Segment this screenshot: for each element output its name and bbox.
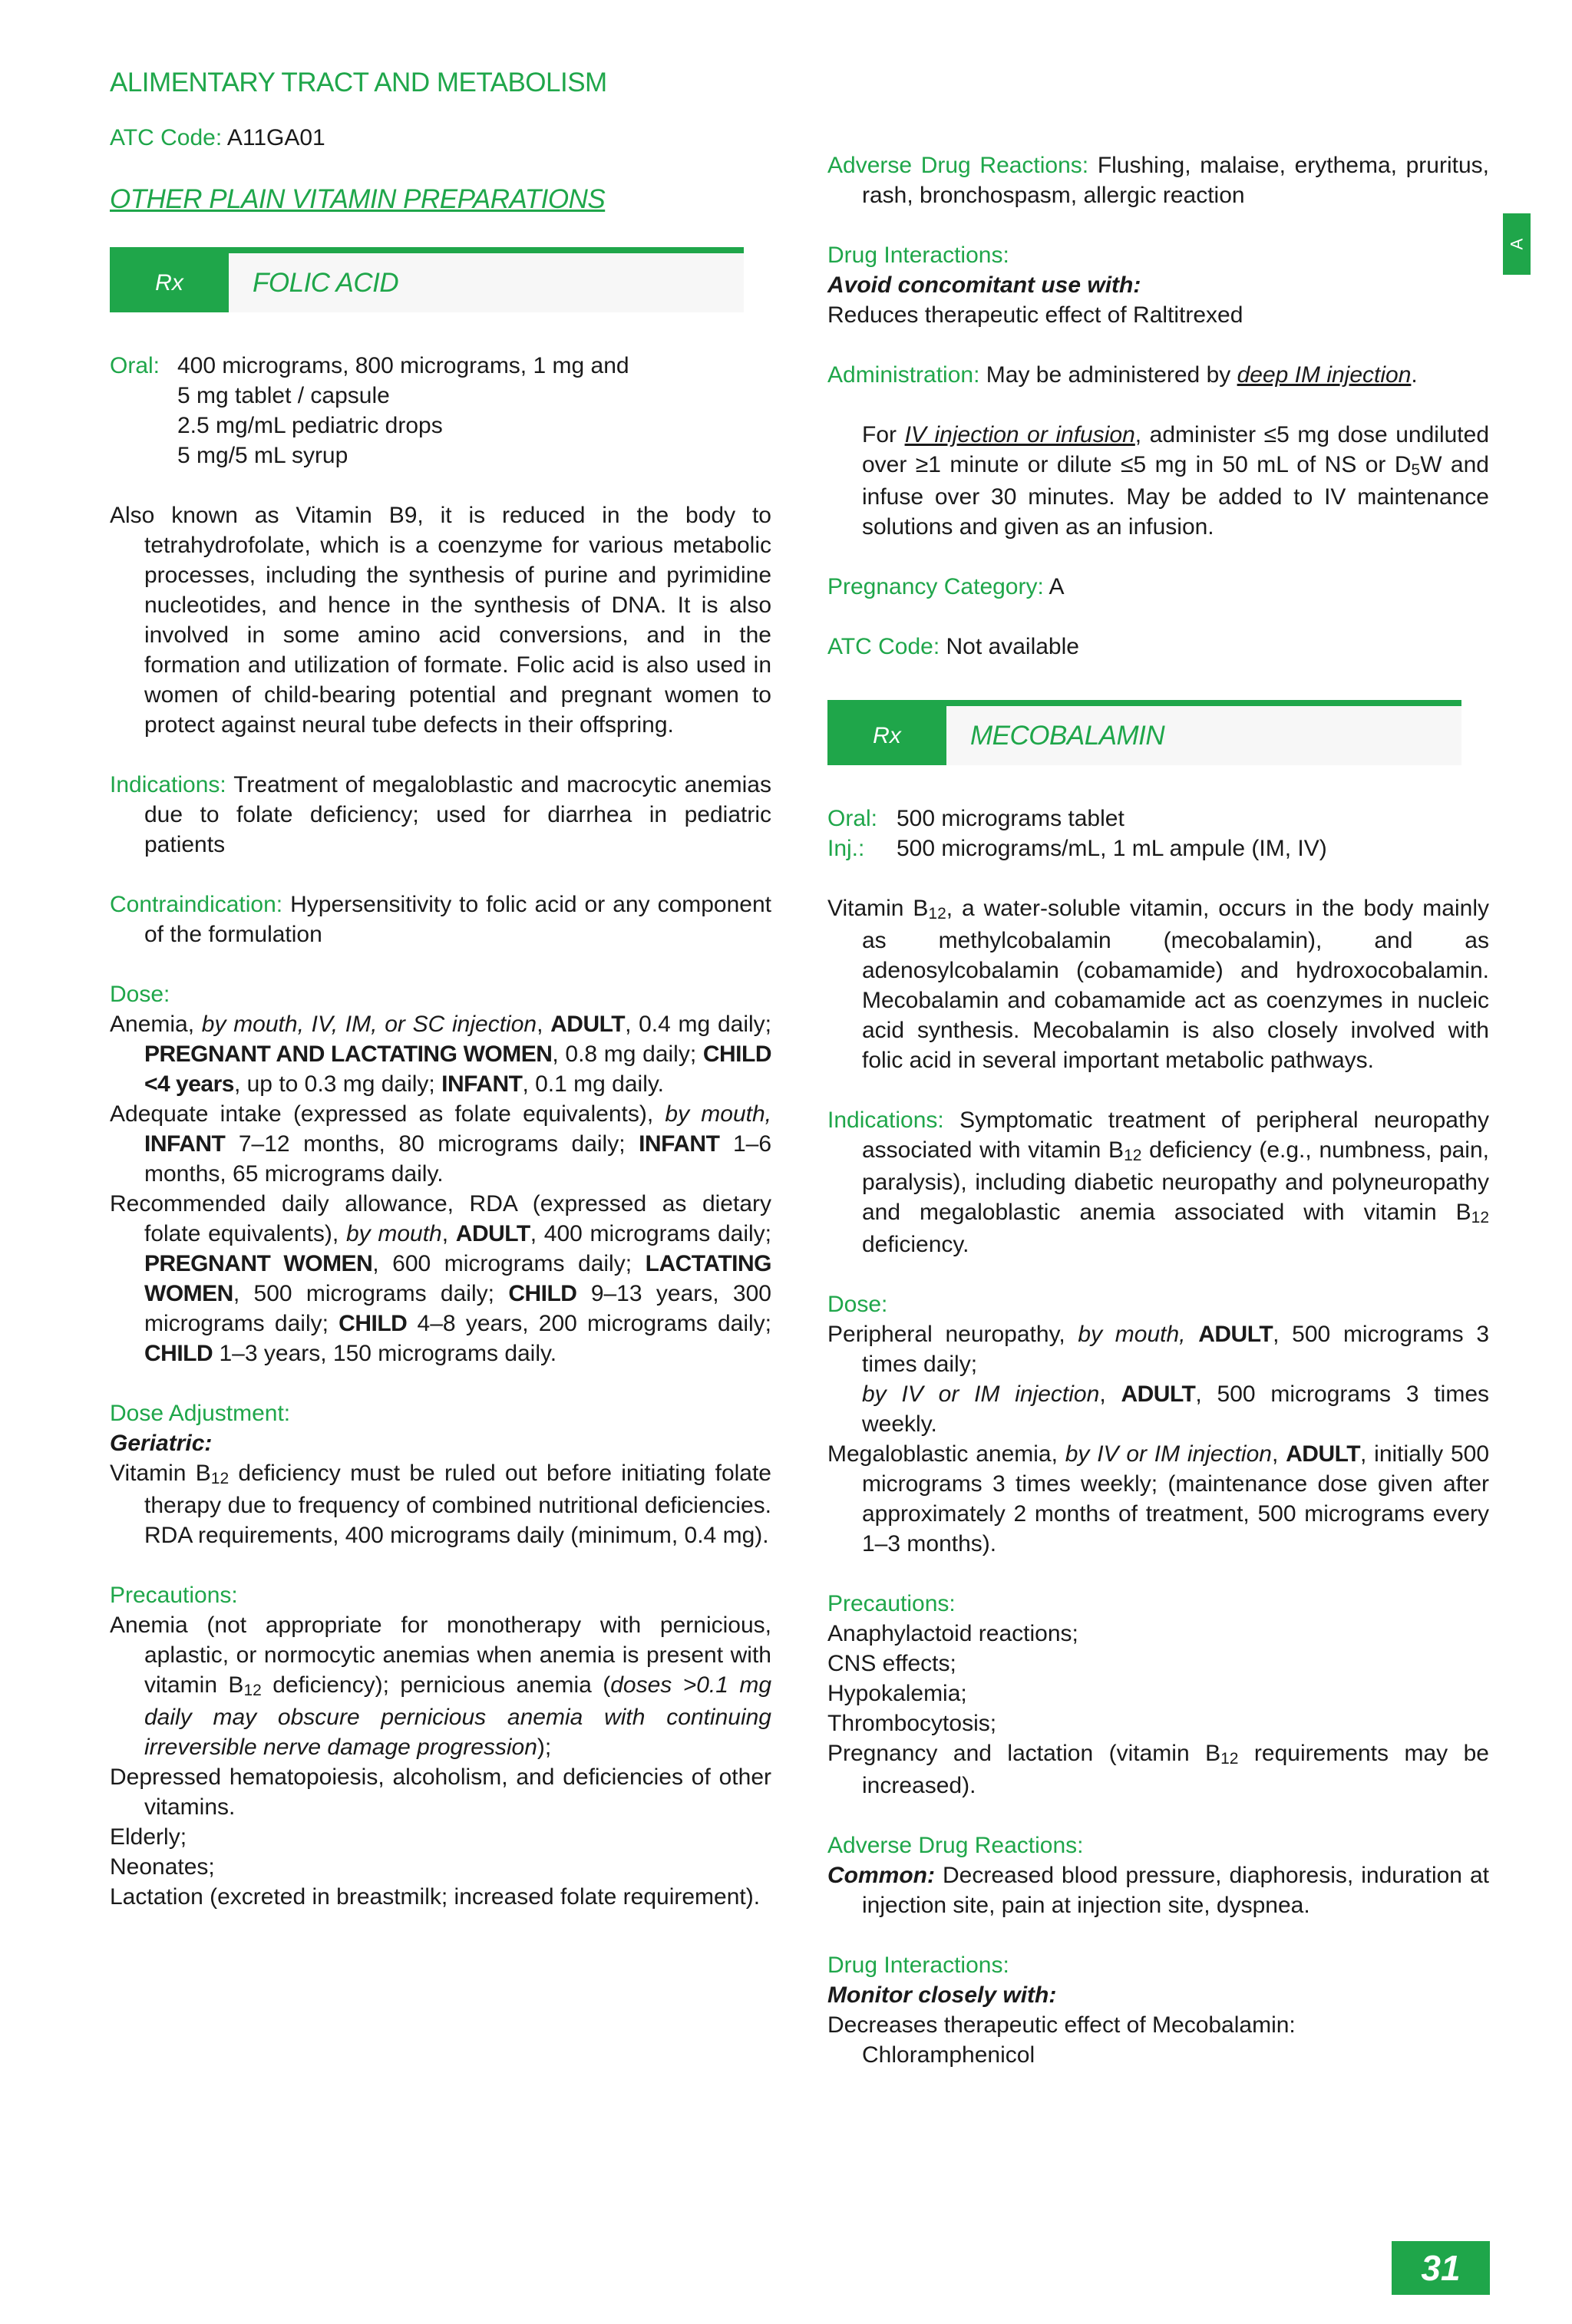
left-column: [110, 66, 771, 1912]
header-rule: [110, 247, 744, 253]
precaution-anemia: Anemia (not appropriate for monotherapy with pernicious, aplastic, or normocytic anemias when anemia is present with vitamin $B_{12}$ deficiency); pernicious anemia (doses >0.1 mg daily may obscure pernicious anemia with continuing irreversible nerve damage progression);: [110, 1613, 771, 1760]
drug-interactions-label: Drug Interactions:: [827, 243, 1009, 268]
atc-code-2: ATC Code: Not available: [827, 634, 1079, 659]
dose-rda: Recommended daily allowance, RDA (expressed as dietary folate equivalents), by mouth, ADULT, 400 micrograms daily; PREGNANT WOMEN, 600 micrograms daily; LACTATING WOMEN, 500 micrograms daily; CHILD 9–13 years, 300 micrograms daily; CHILD 4–8 years, 200 micrograms daily; CHILD 1–3 years, 150 micrograms daily.: [110, 1191, 771, 1366]
precautions-label: Precautions:: [110, 1583, 238, 1608]
avoid-label: Avoid concomitant use with:: [827, 272, 1141, 298]
meco-dose-label: Dose:: [827, 1292, 888, 1317]
rx-badge: Rx: [827, 706, 946, 765]
oral-lines: [177, 351, 771, 470]
meco-precaution: Hypokalemia;: [827, 1681, 967, 1706]
meco-di-label: Drug Interactions:: [827, 1953, 1009, 1978]
header-rule: [827, 700, 1461, 706]
description: Also known as Vitamin B9, it is reduced in the body to tetrahydrofolate, which is a coenzyme for various metabolic processes, including the synthesis of purine and pyrimidine nucleotides, and hence in the synthesis of DNA. It is also involved in some amino acid conversions, and in the formation and utilization of formate. Folic acid is also used in women of child-bearing potential and pregnant women to protect against neural tube defects in their offspring.: [110, 503, 771, 738]
meco-di-text: Decreases therapeutic effect of Mecobalamin:: [827, 2012, 1296, 2038]
drug-name: FOLIC ACID: [253, 268, 399, 298]
oral-line: 5 mg tablet / capsule: [177, 383, 390, 408]
meco-dose-neuropathy-iv: by IV or IM injection, ADULT, 500 micrograms 3 times weekly.: [862, 1382, 1490, 1437]
drug-header-mecobalamin: [827, 700, 1489, 765]
meco-precaution-pregnancy: Pregnancy and lactation (vitamin $B_{12}$ requirements may be increased).: [827, 1741, 1489, 1798]
administration: Administration: May be administered by deep IM injection.: [827, 362, 1418, 388]
precaution-lactation: Lactation (excreted in breastmilk; increased folate requirement).: [110, 1884, 761, 1910]
oral-line: 400 micrograms, 800 micrograms, 1 mg and: [177, 353, 629, 378]
rx-badge: Rx: [110, 253, 229, 312]
meco-adr-label: Adverse Drug Reactions:: [827, 1833, 1084, 1858]
meco-description: Vitamin $B_{12}$, a water-soluble vitamin, occurs in the body mainly as methylcobalamin (mecobalamin), and as adenosylcobalamin (cobamamide) and hydroxocobalamin. Mecobalamin and cobamamide act as coenzymes in nucleic acid synthesis. Mecobalamin is also closely involved with folic acid in several important metabolic pathways.: [827, 896, 1489, 1073]
oral-label: Oral:: [110, 353, 160, 378]
meco-precautions-label: Precautions:: [827, 1591, 956, 1616]
meco-precaution: CNS effects;: [827, 1651, 956, 1676]
right-column: [827, 150, 1489, 2070]
precaution-hematopoiesis: Depressed hematopoiesis, alcoholism, and deficiencies of other vitamins.: [110, 1764, 771, 1820]
drug-header-folic-acid: [110, 247, 771, 312]
dose-anemia: Anemia, by mouth, IV, IM, or SC injection, ADULT, 0.4 mg daily; PREGNANT AND LACTATING WOMEN, 0.8 mg daily; CHILD <4 years, up to 0.3 mg daily; INFANT, 0.1 mg daily.: [110, 1012, 771, 1097]
indications: Indications: Treatment of megaloblastic and macrocytic anemias due to folate deficiency; used for diarrhea in pediatric patients: [110, 772, 771, 857]
dose-label: Dose:: [110, 982, 170, 1007]
precaution-elderly: Elderly;: [110, 1824, 187, 1850]
meco-precaution: Anaphylactoid reactions;: [827, 1621, 1078, 1646]
oral-line: 5 mg/5 mL syrup: [177, 443, 348, 468]
chapter-title: ALIMENTARY TRACT AND METABOLISM: [110, 68, 607, 97]
administration-iv: For IV injection or infusion, administer ≤5 mg dose undiluted over ≥1 minute or dilute ≤5 mg in 50 mL of NS or $D_5W$ and infuse over 30 minutes. May be added to IV maintenance solutions and given as an infusion.: [862, 422, 1489, 540]
contraindication: Contraindication: Hypersensitivity to folic acid or any component of the formulation: [110, 892, 771, 947]
section-tab: A: [1503, 213, 1531, 275]
precaution-neonates: Neonates;: [110, 1854, 215, 1880]
meco-precaution: Thrombocytosis;: [827, 1711, 997, 1736]
meco-indications: Indications: Symptomatic treatment of peripheral neuropathy associated with vitamin $B_{12}$ deficiency (e.g., numbness, pain, paralysis), including diabetic neuropathy and polyneuropathy and megaloblastic anemia associated with vitamin $B_{12}$ deficiency.: [827, 1108, 1490, 1257]
geriatric-text: Vitamin $B_{12}$ deficiency must be ruled out before initiating folate therapy due to frequency of combined nutritional deficiencies. RDA requirements, 400 micrograms daily (minimum, 0.4 mg).: [110, 1461, 771, 1548]
adverse-reactions: Adverse Drug Reactions: Flushing, malaise, erythema, pruritus, rash, bronchospasm, allergic reaction: [827, 153, 1489, 208]
geriatric-label: Geriatric:: [110, 1431, 213, 1456]
meco-injection: Inj.: 500 micrograms/mL, 1 mL ampule (IM, IV): [827, 836, 1327, 861]
pregnancy-category: Pregnancy Category: A: [827, 574, 1065, 599]
oral-line: 2.5 mg/mL pediatric drops: [177, 413, 443, 438]
drug-interaction-text: Reduces therapeutic effect of Raltitrexed: [827, 302, 1243, 328]
dose-adjustment-label: Dose Adjustment:: [110, 1401, 291, 1426]
meco-oral: Oral: 500 micrograms tablet: [827, 806, 1125, 831]
meco-dose-neuropathy: Peripheral neuropathy, by mouth, ADULT, 500 micrograms 3 times daily;: [827, 1322, 1490, 1377]
section-title: OTHER PLAIN VITAMIN PREPARATIONS: [110, 184, 606, 214]
page-number: 31: [1392, 2241, 1490, 2295]
meco-monitor-label: Monitor closely with:: [827, 1982, 1057, 2008]
oral-forms: [110, 351, 771, 470]
meco-di-drug: Chloramphenicol: [862, 2042, 1035, 2068]
drug-name: MECOBALAMIN: [970, 721, 1165, 751]
meco-adr: Common: Decreased blood pressure, diaphoresis, induration at injection site, pain at injection site, dyspnea.: [827, 1863, 1489, 1918]
atc-code: ATC Code: A11GA01: [110, 125, 325, 150]
meco-dose-anemia: Megaloblastic anemia, by IV or IM injection, ADULT, initially 500 micrograms 3 times weekly; (maintenance dose given after approximately 2 months of treatment, 500 micrograms every 1–3 months).: [827, 1441, 1490, 1556]
dose-adequate-intake: Adequate intake (expressed as folate equivalents), by mouth, INFANT 7–12 months, 80 micrograms daily; INFANT 1–6 months, 65 micrograms daily.: [110, 1101, 772, 1187]
